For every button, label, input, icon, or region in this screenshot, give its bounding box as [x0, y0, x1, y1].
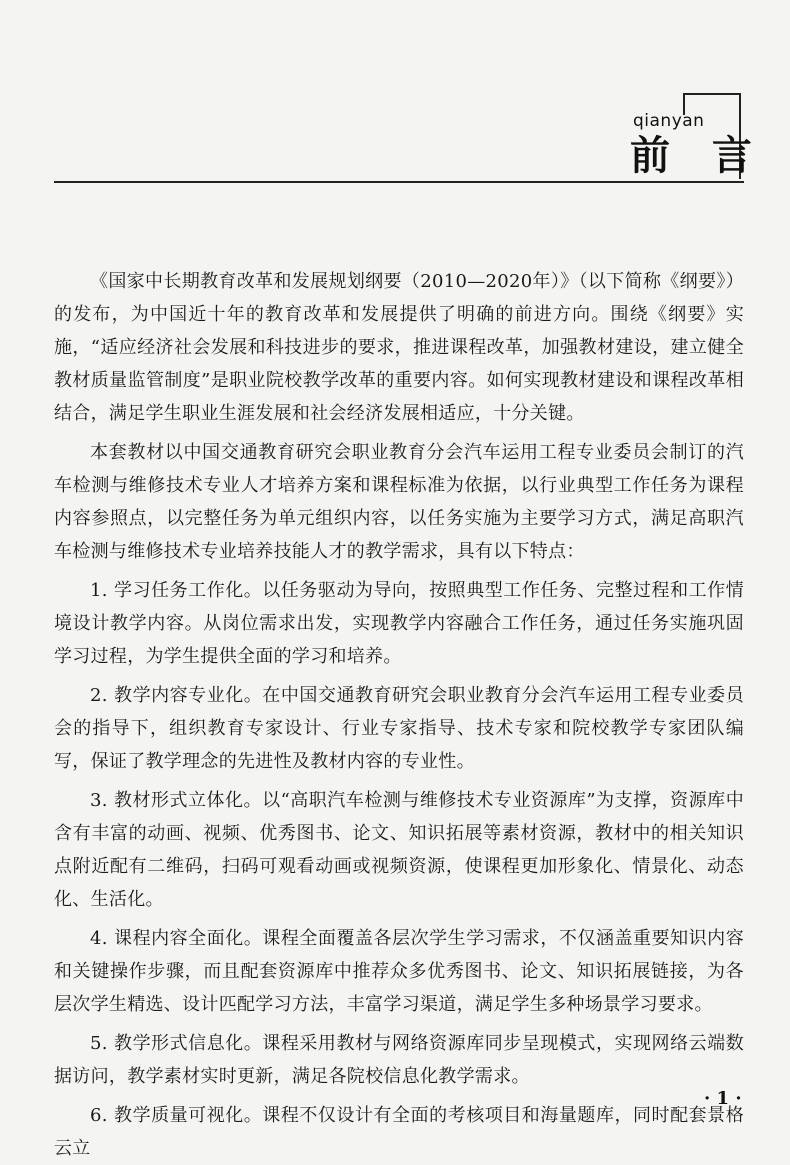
paragraph-overview: 本套教材以中国交通教育研究会职业教育分会汽车运用工程专业委员会制订的汽车检测与维修技术专业人才培养方案和课程标准为依据，以行业典型工作任务为课程内容参照点，以完整任务为单元组织内容，以任务实施为主要学习方式，满足高职汽车检测与维修技术专业培养技能人才的教学需求，具有以下特点：	[54, 442, 744, 562]
body-text	[54, 265, 744, 1165]
paragraph-feature-2: 2. 教学内容专业化。在中国交通教育研究会职业教育分会汽车运用工程专业委员会的指导下，组织教育专家设计、行业专家指导、技术专家和院校教学专家团队编写，保证了教学理念的先进性及教材内容的专业性。	[54, 685, 744, 772]
title-pinyin: qianyan	[633, 111, 705, 131]
paragraph-feature-5: 5. 教学形式信息化。课程采用教材与网络资源库同步呈现模式，实现网络云端数据访问，教学素材实时更新，满足各院校信息化教学需求。	[54, 1033, 744, 1087]
paragraph-feature-1: 1. 学习任务工作化。以任务驱动为导向，按照典型工作任务、完整过程和工作情境设计教学内容。从岗位需求出发，实现教学内容融合工作任务，通过任务实施巩固学习过程，为学生提供全面的学习和培养。	[54, 580, 744, 667]
header-rule	[54, 181, 744, 183]
page-number: · 1 ·	[704, 1088, 742, 1109]
page-title: 前 言	[630, 133, 766, 179]
paragraph-intro: 《国家中长期教育改革和发展规划纲要（2010—2020年）》（以下简称《纲要》）的发布，为中国近十年的教育改革和发展提供了明确的前进方向。围绕《纲要》实施，“适应经济社会发展和科技进步的要求，推进课程改革，加强教材建设，建立健全教材质量监管制度”是职业院校教学改革的重要内容。如何实现教材建设和课程改革相结合，满足学生职业生涯发展和社会经济发展相适应，十分关键。	[54, 271, 744, 424]
paragraph-feature-3: 3. 教材形式立体化。以“高职汽车检测与维修技术专业资源库”为支撑，资源库中含有丰富的动画、视频、优秀图书、论文、知识拓展等素材资源，教材中的相关知识点附近配有二维码，扫码可观看动画或视频资源，使课程更加形象化、情景化、动态化、生活化。	[54, 790, 744, 910]
paragraph-feature-4: 4. 课程内容全面化。课程全面覆盖各层次学生学习需求，不仅涵盖重要知识内容和关键操作步骤，而且配套资源库中推荐众多优秀图书、论文、知识拓展链接，为各层次学生精选、设计匹配学习方法，丰富学习渠道，满足学生多种场景学习要求。	[54, 928, 744, 1015]
paragraph-feature-6: 6. 教学质量可视化。课程不仅设计有全面的考核项目和海量题库，同时配套景格云立	[54, 1105, 744, 1159]
